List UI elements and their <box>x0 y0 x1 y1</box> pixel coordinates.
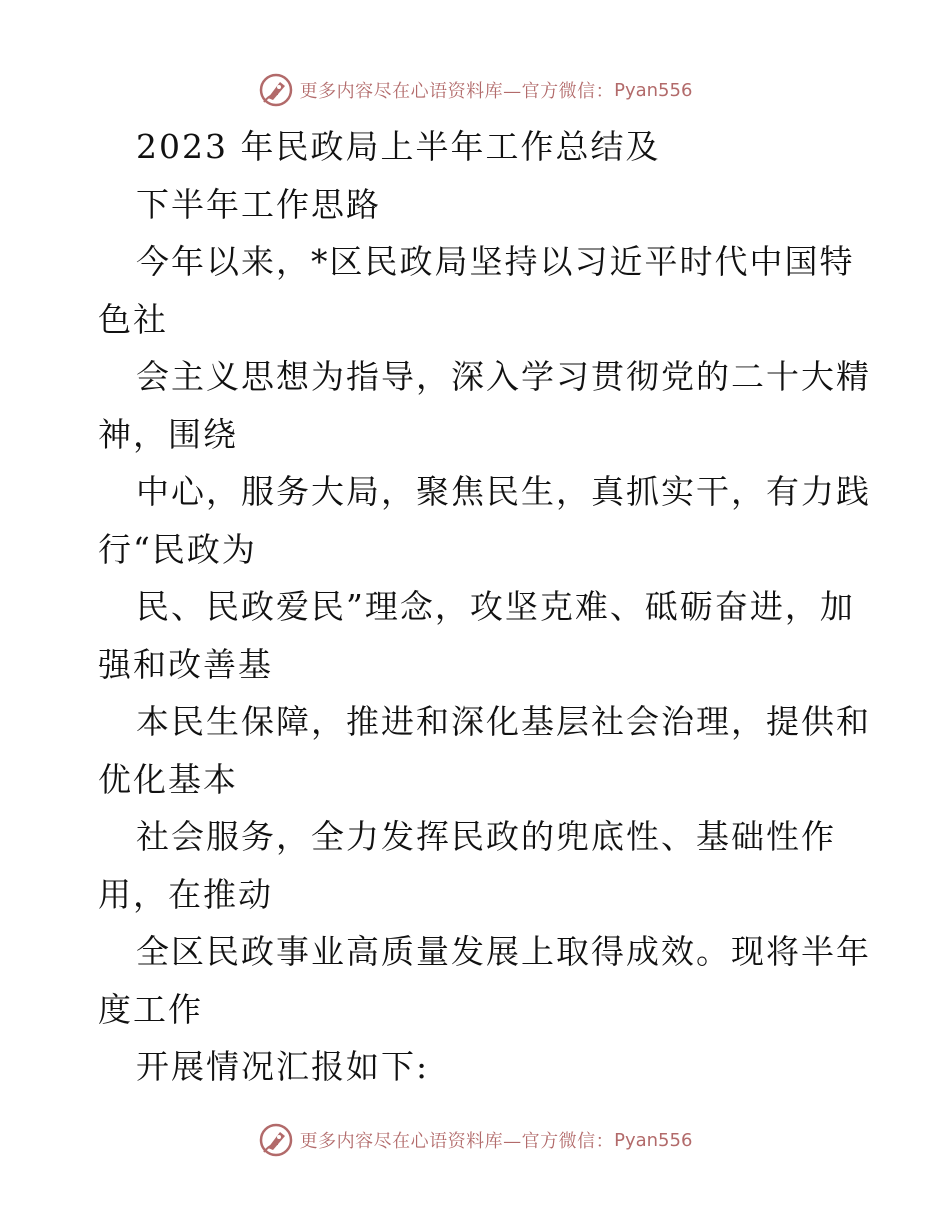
footer-watermark <box>0 1118 950 1162</box>
header-watermark <box>0 68 950 112</box>
paragraph-line: 神，围绕 <box>98 414 238 454</box>
watermark-text: 更多内容尽在心语资料库—官方微信： <box>299 81 615 102</box>
pen-nib-circle-icon <box>258 1122 294 1158</box>
paragraph-line: 开展情况汇报如下: <box>136 1047 430 1086</box>
paragraph-line: 度工作 <box>98 989 203 1029</box>
watermark-text: 更多内容尽在心语资料库—官方微信： <box>299 1131 615 1152</box>
pen-nib-circle-icon <box>258 72 294 108</box>
paragraph-line: 本民生保障，推进和深化基层社会治理，提供和 <box>136 702 871 741</box>
paragraph-line: 会主义思想为指导，深入学习贯彻党的二十大精 <box>136 357 871 396</box>
paragraph-line: 全区民政事业高质量发展上取得成效。现将半年 <box>136 932 871 971</box>
watermark-wechat-id: Pyan556 <box>614 1129 693 1151</box>
paragraph-line: 用，在推动 <box>98 874 273 914</box>
paragraph-line: 优化基本 <box>98 759 238 799</box>
paragraph-line: 社会服务，全力发挥民政的兜底性、基础性作 <box>136 817 836 856</box>
paragraph-line: 民、民政爱民”理念，攻坚克难、砥砺奋进，加 <box>136 587 855 626</box>
paragraph-line: 色社 <box>98 299 168 339</box>
paragraph-line: 今年以来，*区民政局坚持以习近平时代中国特 <box>136 242 855 281</box>
document-body <box>98 118 871 1096</box>
paragraph-line: 行“民政为 <box>98 529 257 569</box>
paragraph-line: 中心，服务大局，聚焦民生，真抓实干，有力践 <box>136 472 871 511</box>
document-title-line-1: 2023 年民政局上半年工作总结及 <box>136 127 661 166</box>
document-title-line-2: 下半年工作思路 <box>136 184 381 224</box>
paragraph-line: 强和改善基 <box>98 644 273 684</box>
watermark-wechat-id: Pyan556 <box>614 79 693 101</box>
